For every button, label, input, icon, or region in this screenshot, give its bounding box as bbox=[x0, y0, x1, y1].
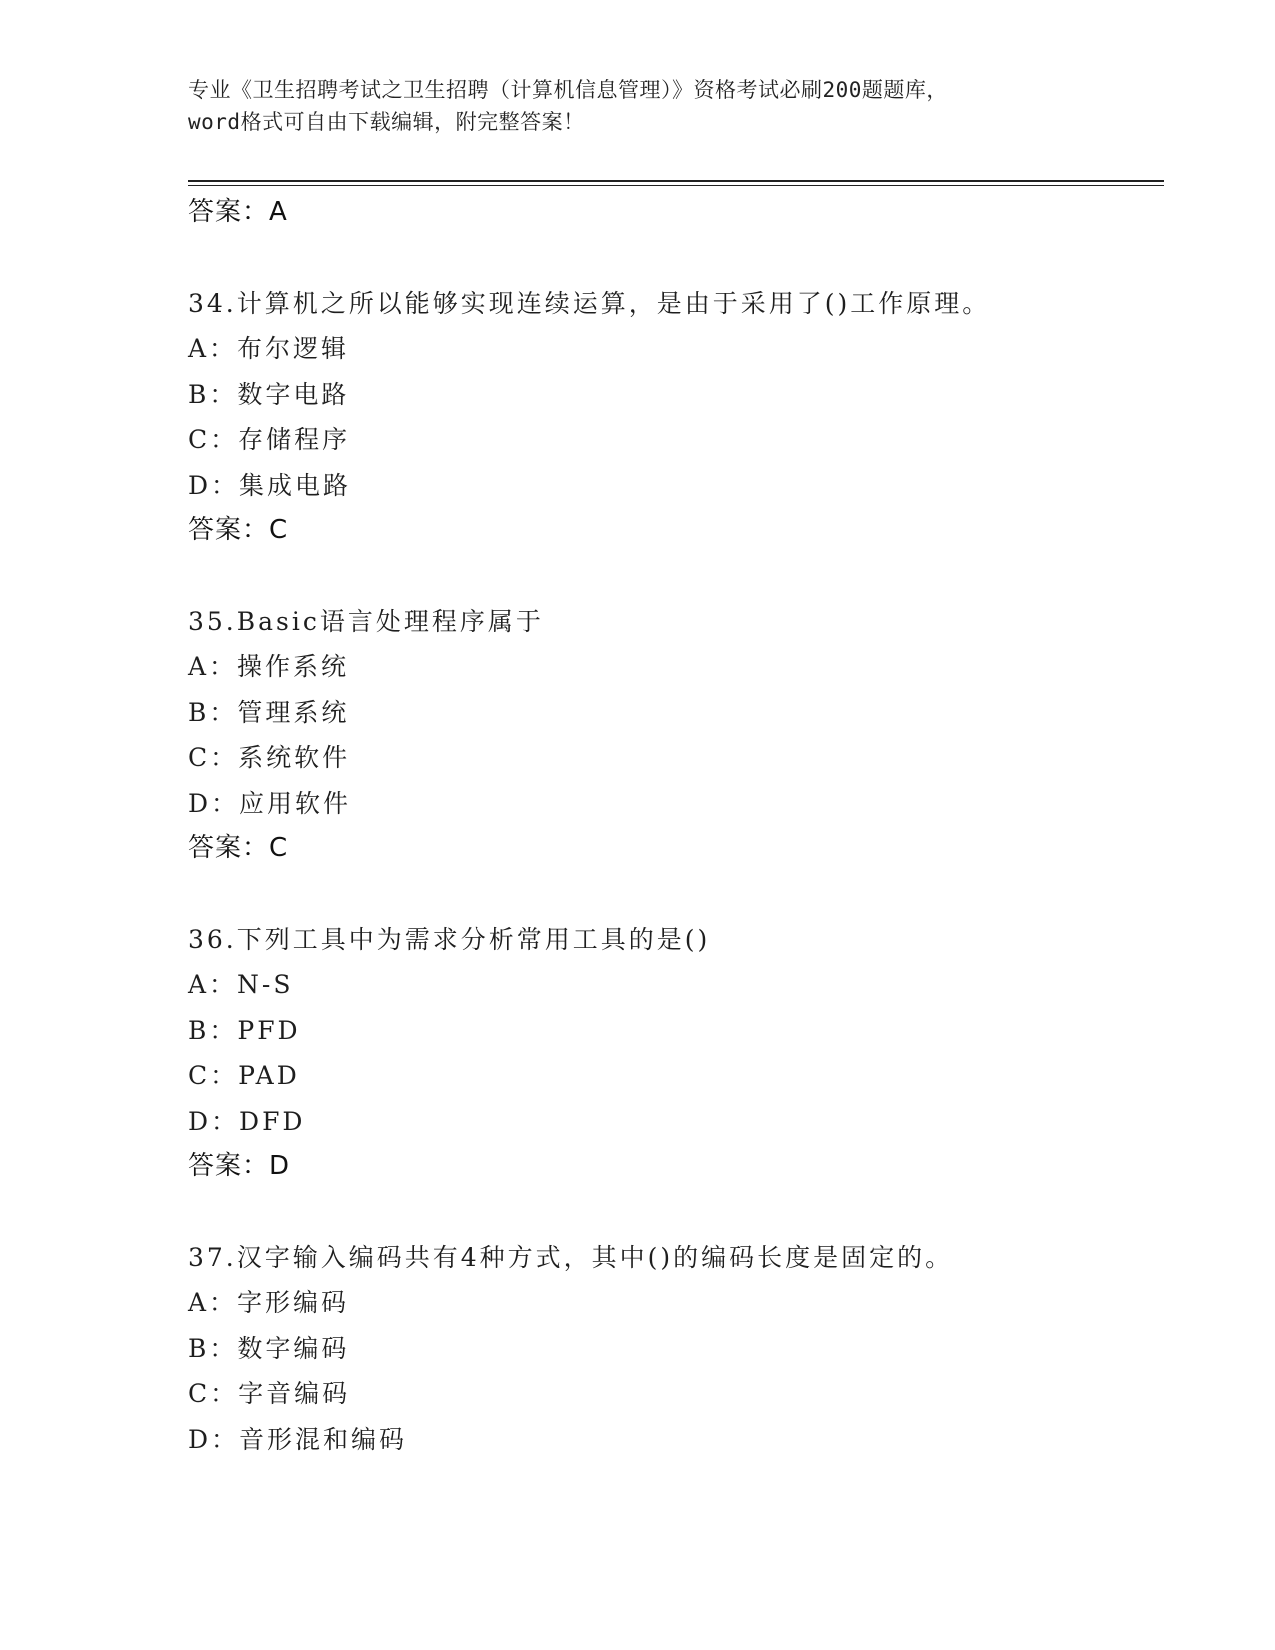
header-line-2: word格式可自由下载编辑，附完整答案！ bbox=[188, 110, 585, 134]
option-a: A：布尔逻辑 bbox=[188, 334, 350, 363]
option-d: D：音形混和编码 bbox=[188, 1424, 408, 1454]
document-header bbox=[188, 74, 1088, 138]
option-d: D：DFD bbox=[188, 1106, 306, 1136]
option-b: B：数字电路 bbox=[188, 379, 350, 409]
option-a: A：操作系统 bbox=[188, 652, 350, 681]
question-stem: 35.Basic语言处理程序属于 bbox=[188, 606, 544, 636]
option-d: D：应用软件 bbox=[188, 788, 352, 818]
question-34 bbox=[188, 281, 1148, 554]
header-line-1: 专业《卫生招聘考试之卫生招聘（计算机信息管理）》资格考试必刷200题题库， bbox=[188, 78, 948, 102]
option-c: C：系统软件 bbox=[188, 743, 351, 772]
spacer bbox=[188, 236, 1148, 281]
header-divider bbox=[188, 180, 1164, 182]
question-list bbox=[188, 190, 1148, 1462]
answer-line: 答案：A bbox=[188, 197, 288, 227]
option-c: C：存储程序 bbox=[188, 425, 351, 454]
answer-line: 答案：C bbox=[188, 515, 289, 545]
spacer bbox=[188, 554, 1148, 599]
question-36 bbox=[188, 917, 1148, 1190]
option-c: C：PAD bbox=[188, 1061, 300, 1090]
question-stem: 37.汉字输入编码共有4种方式，其中()的编码长度是固定的。 bbox=[188, 1242, 954, 1272]
question-stem: 36.下列工具中为需求分析常用工具的是() bbox=[188, 924, 711, 954]
option-d: D：集成电路 bbox=[188, 470, 352, 500]
question-35 bbox=[188, 599, 1148, 872]
spacer bbox=[188, 1190, 1148, 1235]
header-divider-thin bbox=[188, 185, 1164, 186]
option-a: A：N-S bbox=[188, 970, 294, 999]
option-c: C：字音编码 bbox=[188, 1379, 351, 1408]
answer-line: 答案：C bbox=[188, 833, 289, 863]
question-stem: 34.计算机之所以能够实现连续运算，是由于采用了()工作原理。 bbox=[188, 288, 991, 318]
option-b: B：PFD bbox=[188, 1015, 301, 1045]
option-b: B：管理系统 bbox=[188, 697, 350, 727]
spacer bbox=[188, 872, 1148, 917]
option-b: B：数字编码 bbox=[188, 1333, 350, 1363]
question-37 bbox=[188, 1235, 1148, 1463]
answer-line: 答案：D bbox=[188, 1151, 291, 1181]
option-a: A：字形编码 bbox=[188, 1288, 350, 1317]
